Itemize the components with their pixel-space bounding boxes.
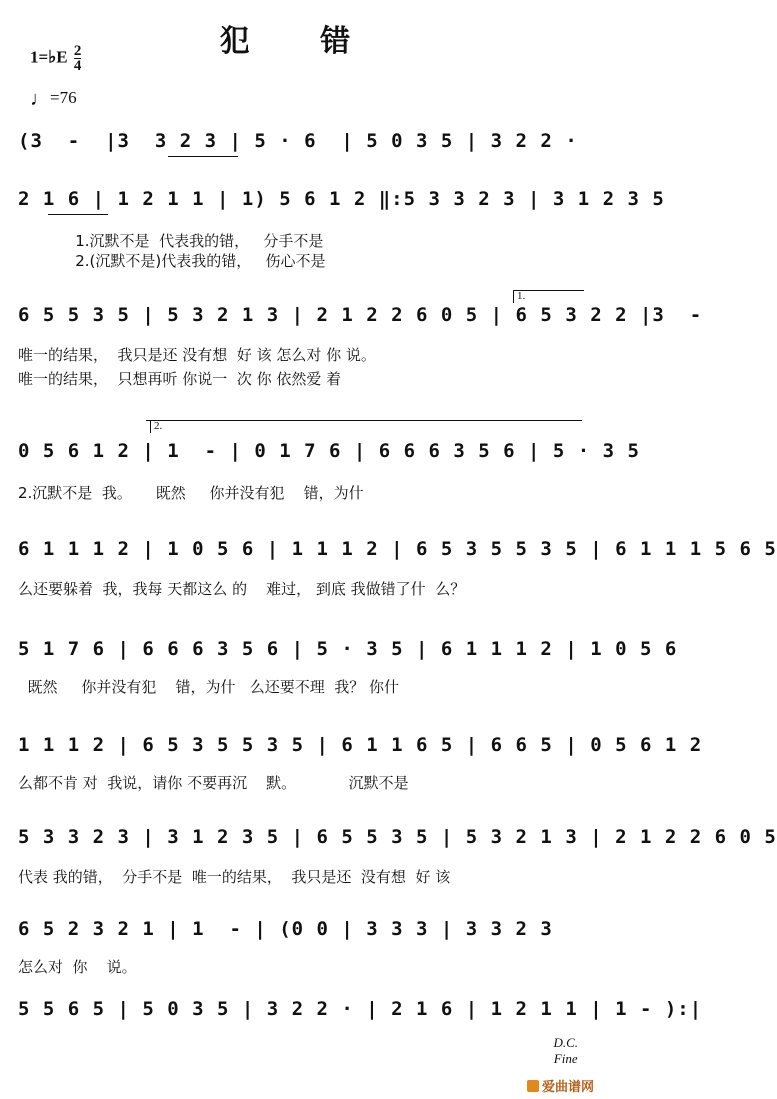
time-signature [74, 44, 82, 73]
lyrics-verse-1: 唯一的结果， 我只是还 没有想 好 该 怎么对 你 说。 [18, 346, 376, 364]
lyrics-line: 怎么对 你 说。 [18, 958, 137, 976]
beam-line [168, 156, 238, 159]
watermark-logo [527, 1076, 594, 1095]
dc-label: D.C. [553, 1035, 578, 1050]
score-row-3 [18, 290, 703, 388]
notes-line: 2 1 6 | 1 2 1 1 | 1) 5 6 1 2 ‖:5 3 3 2 3 | 3 1 2 3 5 [18, 188, 665, 210]
tempo-marking [30, 88, 77, 111]
volta-bracket-1-continued [146, 420, 582, 433]
lyrics-verse-2: 2.(沉默不是)代表我的错， 伤心不是 [18, 252, 326, 270]
score-row-1 [18, 130, 591, 170]
notes-line: (3 - |3 3 2 3 | 5 · 6 | 5 0 3 5 | 3 2 2 · [18, 130, 591, 152]
volta-2-label: 2. [154, 420, 163, 432]
lyrics-line: 么还要躲着 我，我每 天都这么 的 难过， 到底 我做错了什 么？ [18, 580, 466, 598]
score-row-5 [18, 538, 777, 598]
lyrics-verse-1: 1.沉默不是 代表我的错， 分手不是 [18, 232, 324, 250]
fine-label: Fine [553, 1051, 578, 1066]
notes-line: 6 1 1 1 2 | 1 0 5 6 | 1 1 1 2 | 6 5 3 5 5 3 5 | 6 1 1 1 5 6 5 [18, 538, 777, 560]
notes-line: 5 3 3 2 3 | 3 1 2 3 5 | 6 5 5 3 5 | 5 3 2 1 3 | 2 1 2 2 6 0 5 [18, 826, 777, 848]
song-title: 犯 错 [219, 24, 381, 59]
dc-fine-marking [553, 1035, 578, 1067]
notes-line: 6 5 2 3 2 1 | 1 - | (0 0 | 3 3 3 | 3 3 2 3 [18, 918, 553, 940]
notes-line: 5 5 6 5 | 5 0 3 5 | 3 2 2 · | 2 1 6 | 1 2 1 1 | 1 - ):| [18, 998, 703, 1020]
key-letter: E [56, 47, 68, 67]
watermark-text: 爱曲谱网 [541, 1080, 594, 1095]
score-row-10 [18, 998, 703, 1038]
music-note-icon [527, 1080, 539, 1092]
volta-1-label: 1. [517, 290, 526, 302]
quarter-note-icon: ♩ [30, 88, 50, 110]
notes-line: 1 1 1 2 | 6 5 3 5 5 3 5 | 6 1 1 6 5 | 6 6 5 | 0 5 6 1 2 [18, 734, 703, 756]
flat-sign: ♭ [48, 47, 57, 67]
notes-line: 6 5 5 3 5 | 5 3 2 1 3 | 2 1 2 2 6 0 5 | 6 5 3 2 2 |3 - [18, 304, 703, 326]
key-prefix: 1= [30, 47, 49, 67]
key-signature [30, 44, 81, 73]
time-sig-numerator: 2 [73, 43, 82, 59]
score-row-9 [18, 918, 582, 976]
lyrics-line: 么都不肯 对 我说，请你 不要再沉 默。 沉默不是 [18, 774, 409, 792]
notes-line: 5 1 7 6 | 6 6 6 3 5 6 | 5 · 3 5 | 6 1 1 1 2 | 1 0 5 6 [18, 638, 678, 660]
volta-bracket-2 [150, 420, 211, 433]
volta-bracket-1 [513, 290, 584, 303]
lyrics-line: 既然 你并没有犯 错，为什 么还要不理 我？ 你什 [18, 678, 400, 696]
notes-line: 0 5 6 1 2 | 1 - | 0 1 7 6 | 6 6 6 3 5 6 | 5 · 3 5 [18, 440, 640, 462]
score-row-2 [18, 188, 665, 270]
lyrics-verse-2: 唯一的结果， 只想再听 你说一 次 你 依然爱 着 [18, 370, 342, 388]
lyrics-line: 2.沉默不是 我。 既然 你并没有犯 错，为什 [18, 484, 364, 502]
time-sig-denominator: 4 [73, 58, 82, 74]
score-row-7 [18, 734, 703, 792]
tempo-value: =76 [50, 88, 77, 107]
score-row-4 [18, 420, 640, 502]
score-row-8 [18, 826, 777, 886]
beam-line [48, 214, 108, 217]
lyrics-line: 代表 我的错， 分手不是 唯一的结果， 我只是还 没有想 好 该 [18, 868, 451, 886]
score-row-6 [18, 638, 678, 696]
